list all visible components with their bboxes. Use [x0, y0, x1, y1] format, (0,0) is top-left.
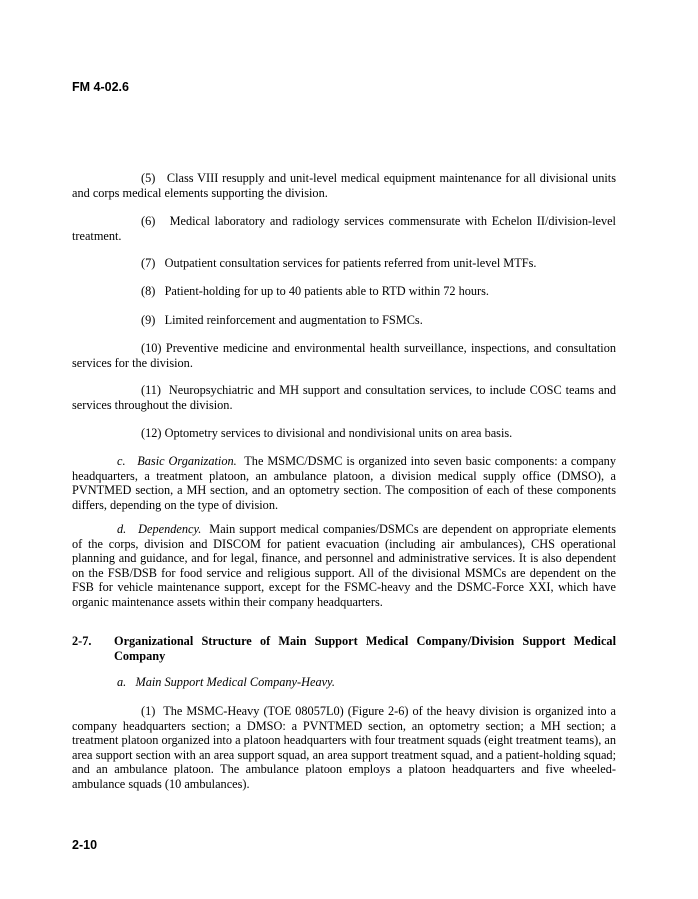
- item-text: Outpatient consultation services for patients referred from unit-level MTFs.: [164, 256, 537, 270]
- item-number: (6): [141, 214, 156, 228]
- subsection-heading: [117, 675, 335, 690]
- item-number: (8): [141, 284, 156, 298]
- item-text: Class VIII resupply and unit-level medical equipment maintenance for all divisional units and corps medical elements supporting the division.: [72, 171, 617, 200]
- list-item: [72, 426, 616, 441]
- item-text: Optometry services to divisional and nondivisional units on area basis.: [164, 426, 513, 440]
- item-text: Neuropsychiatric and MH support and consultation services, to include COSC teams and services throughout the division.: [72, 383, 616, 412]
- subsection-title: Main Support Medical Company-Heavy.: [135, 675, 335, 689]
- item-number: (10): [141, 341, 162, 355]
- item-number: (7): [141, 256, 156, 270]
- item-text: Preventive medicine and environmental health surveillance, inspections, and consultation services for the division.: [72, 341, 617, 370]
- item-text: The MSMC-Heavy (TOE 08057L0) (Figure 2-6) of the heavy division is organized into a company headquarters section; a DMSO: a PVNTMED section, an optometry section; a MH section; a treatment platoon organized into a platoon headquarters with four treatment squads (eight treatment teams), an area support section with an area support squad, an area support treatment squad, and a patient-holding squad; and an ambulance platoon. The ambulance platoon employs a platoon headquarters and five wheeled-ambulance squads (10 ambulances).: [72, 704, 616, 791]
- item-text: Limited reinforcement and augmentation to FSMCs.: [164, 313, 423, 327]
- subsection-letter: a.: [117, 675, 127, 689]
- section-number: 2-7.: [72, 634, 92, 648]
- item-text: Medical laboratory and radiology services commensurate with Echelon II/division-level treatment.: [72, 214, 616, 243]
- item-text: Patient-holding for up to 40 patients able to RTD within 72 hours.: [164, 284, 489, 298]
- list-item: [72, 313, 616, 328]
- para-title: Basic Organization.: [137, 454, 237, 468]
- paragraph-d: [72, 522, 616, 610]
- paragraph-c: [72, 454, 616, 512]
- item-number: (12): [141, 426, 162, 440]
- list-item: [72, 171, 616, 200]
- item-number: (11): [141, 383, 162, 397]
- document-id: FM 4-02.6: [72, 80, 129, 94]
- para-text: Main support medical companies/DSMCs are dependent on appropriate elements of the corps, division and DISCOM for patient evacuation (including air ambulances), CHS operational planning and guidance, and for legal, finance, and personnel and administrative services. It is also dependent on the FSB/DSB for food service and religious support. All of the divisional MSMCs are dependent on the FSB for vehicle maintenance support, except for the FSMC-heavy and the DSMC-Force XXI, which have organic maintenance assets within their company headquarters.: [72, 522, 616, 609]
- para-letter: c.: [117, 454, 126, 468]
- item-number: (9): [141, 313, 156, 327]
- section-title: Organizational Structure of Main Support Medical Company/Division Support Medical Company: [114, 634, 616, 663]
- page-number: 2-10: [72, 838, 98, 852]
- list-item: [72, 214, 616, 243]
- list-item: [72, 284, 616, 299]
- item-number: (5): [141, 171, 156, 185]
- list-item: [72, 341, 616, 370]
- list-item: [72, 256, 616, 271]
- item-number: (1): [141, 704, 156, 718]
- list-item: [72, 383, 616, 412]
- para-title: Dependency.: [138, 522, 202, 536]
- para-letter: d.: [117, 522, 127, 536]
- para-text: The MSMC/DSMC is organized into seven basic components: a company headquarters, a treatment platoon, an ambulance platoon, a division medical supply office (DMSO), a PVNTMED section, a MH section, and an optometry section. The composition of each of these components differs, depending on the type of division.: [72, 454, 616, 512]
- paragraph-a1: [72, 704, 616, 792]
